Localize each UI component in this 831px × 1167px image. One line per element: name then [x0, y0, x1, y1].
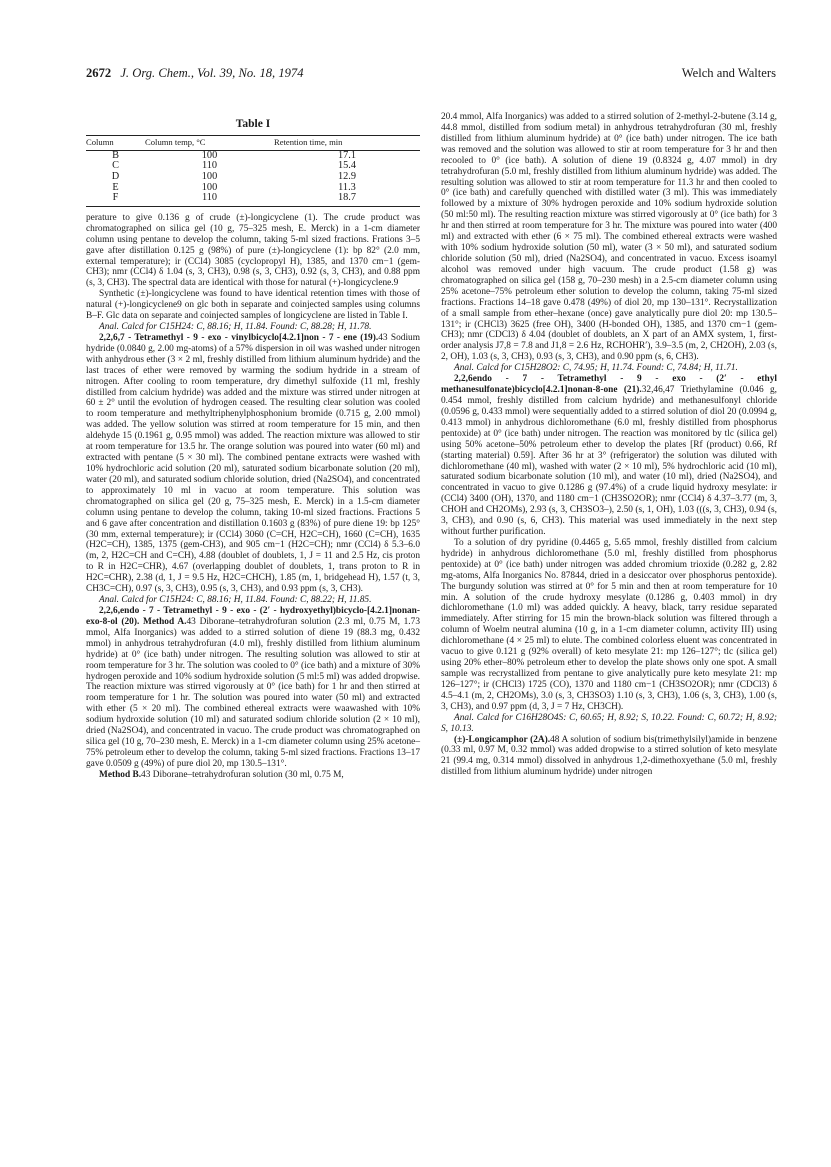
table-cell: 12.9 [337, 171, 356, 183]
table-cell: C [112, 160, 119, 172]
table-cell: 100 [201, 149, 218, 161]
paragraph-body: 43 Diborane–tetrahydrofuran solution (2.3 ml, 0.75 M, 1.73 mmol, Alfa Inorganics) was added to a stirred solution of diene 19 (88.3 mg, 0.432 mmol) in anhydrous tetrahydrofuran (4.0 ml), freshly distilled from lithium aluminum hydride) at 0° (ice bath) under nitrogen. The resulting solution was allowed to stir at room temperature for 3 hr. The solution was cooled to 0° (ice bath) and a mixture of 30% hydrogen peroxide and 10% sodium hydroxide solution (5 ml:5 ml) was added dropwise. The reaction mixture was stirred vigorously at 0° (ice bath) for 1 hr and then stirred at room temperature for 1 hr. The solution was poured into water (50 ml) and extracted with ether (5 × 20 ml). The combined ethereal extracts were waawashed with 10% sodium hydroxide solution (10 ml) and saturated sodium chloride solution (2 × 10 ml), dried (Na2SO4), and concentrated in vacuo. The crude product was chromatographed on silica gel (10 g, 70–230 mesh, E. Merck) in a 1-cm diameter column using 25% acetone–75% petroleum ether to develop the column, taking 5-ml sized fractions. Fractions 13–17 gave 0.0509 g (49%) of pure diol 20, mp 130.5–131°. [86, 616, 420, 769]
paragraph-body: 43 Sodium hydride (0.0840 g, 2.00 mg-atoms) of a 57% dispersion in oil was washed under nitrogen with anhydrous ether (3 × 2 ml, freshly distilled from lithium aluminum hydride) and the last traces of ether were removed by warming the sodium hydride in a stream of nitrogen. After cooling to room temperature, dry dimethyl sulfoxide (11 ml, freshly distilled from calcium hydride) was added and the mixture was stirred under nitrogen at 60 ± 2° until the evolution of hydrogen ceased. The resulting clear solution was cooled to room temperature and methyltriphenylphosphonium bromide (0.715 g, 2.00 mmol) was added. The yellow solution was stirred at room temperature for 15 min, and then aldehyde 15 (0.1961 g, 0.95 mmol) was added. The reaction mixture was allowed to stir at room temperature for 13.5 hr. The orange solution was poured into water (60 ml) and extracted with pentane (5 × 30 ml). The combined pentane extracts were washed with 10% hydrochloric acid solution (20 ml), saturated sodium bicarbonate solution (20 ml), water (20 ml), and saturated sodium chloride solution, dried (Na2SO4), and concentrated to approximately 10 ml in vacuo at room temperature. This solution was chromatographed on silica gel (20 g, 75–325 mesh, E. Merck) in a 1.5-cm diameter column using pentane to develop the column, taking 10-ml sized fractions. Fractions 5 and 6 gave after concentration and distillation 0.1603 g (83%) of pure diene 19: bp 125° (30 mm, external temperature); ir (CCl4) 3060 (C=CH, H2C=CH), 1660 (C=CH), 1635 (H2C=CH), 1385, 1375 (gem-CH3), and 905 cm−1 (H2C=CH); nmr (CCl4) δ 5.3–6.0 (m, 2, H2C=CH and C=CH), 4.88 (doublet of doublets, 1, J = 11 and 2.5 Hz, cis proton to R in H2C=CHR), 4.67 (overlapping doublet of doublets, 1, trans proton to R in H2C=CHR), 2.38 (d, 1, J = 9.5 Hz, H2C=CHCH), 1.85 (m, 1, bridgehead H), 1.57 (t, 3, CH3C=CH), 0.97 (s, 3, CH3), 0.95 (s, 3, CH3), and 0.93 ppm (s, 3, CH3). [86, 332, 420, 595]
procedure-paragraph [441, 374, 777, 538]
table-row [86, 161, 420, 172]
table-cell: 18.7 [274, 193, 420, 206]
paragraph-body: 48 A solution of sodium bis(trimethylsilyl)amide in benzene (0.33 ml, 0.97 M, 0.32 mmol) was added dropwise to a stirred solution of keto mesylate 21 (99.4 mg, 0.314 mmol) dissolved in anhydrous 1,2-dimethoxyethane (5.0 ml, freshly distilled from lithium aluminum hydride) under nitrogen [441, 734, 777, 778]
procedure-paragraph [86, 606, 420, 770]
analysis-paragraph: Anal. Calcd for C15H28O2: C, 74.95; H, 11.74. Found: C, 74.84; H, 11.71. [454, 363, 738, 374]
paragraph: To a solution of dry pyridine (0.4465 g, 5.65 mmol, freshly distilled from calcium hydride) in anhydrous dichloromethane (5.0 ml, freshly distilled from phosphorus pentoxide) at 0° (ice bath) under nitrogen was added chromium trioxide (0.282 g, 2.82 mg-atoms, Alfa Inorganics No. 87844, dried in a desiccator over phosphorus pentoxide). The burgundy solution was stirred at 0° for 5 min and then at room temperature for 10 min. A solution of the crude hydroxy mesylate (0.1286 g, 0.403 mmol) in dry dichloromethane (1.0 ml) was added quickly. A heavy, black, tarry residue separated immediately. After stirring for 15 min the brown-black solution was filtered through a column of Woelm neutral alumina (10 g, in a 1-cm diameter column, activity III) using dichloromethane (4 × 25 ml) to elute. The combined colorless eluent was concentrated in vacuo to give 0.121 g (92% overall) of keto mesylate 21: mp 126–127°; tlc (silica gel) using 20% ether–80% petroleum ether to develop the plate shows only one spot. A small sample was recrystallized from pentane to give analytically pure keto mesylate 21: mp 126–127°; ir (CHCl3) 1725 (CO), 1370 and 1180 cm−1 (CH3SO2OR); nmr (CDCl3) δ 4.5–4.1 (m, 2, CH2OMs), 3.0 (s, 3, CH3SO3) 1.10 (s, 3, CH3), 1.06 (s, 3, CH3), 1.00 (s, 3, CH3), and 0.97 ppm (d, 3, J = 7 Hz, CH3CH). [441, 537, 777, 712]
table-header-row [86, 135, 420, 150]
right-column [441, 112, 777, 778]
method-heading: Method B. [99, 769, 142, 780]
table-cell: 100 [201, 171, 218, 183]
procedure-paragraph [86, 333, 420, 595]
header-authors: Welch and Walters [681, 66, 776, 80]
table-cell: 100 [201, 181, 218, 193]
table-cell: 15.4 [337, 160, 356, 172]
table-header-cell: Column [86, 135, 145, 150]
table-1 [86, 135, 420, 207]
procedure-paragraph [441, 735, 777, 779]
analysis-paragraph: Anal. Calcd for C15H24: C, 88.16; H, 11.84. Found: C, 88.22; H, 11.85. [99, 595, 372, 606]
page-number: 2672 [86, 66, 112, 80]
page-header [86, 66, 776, 86]
table-cell: 11.3 [338, 181, 356, 193]
header-left [86, 66, 304, 81]
paragraph: Synthetic (±)-longicyclene was found to have identical retention times with those of natural (+)-longicyclene9 on glc both in separate and coinjected samples using columns B–F. Glc data on separate and coinjected samples of longicyclene are listed in Table I. [86, 289, 420, 322]
table-header-cell: Column temp, °C [145, 135, 274, 150]
table-cell: E [112, 181, 119, 193]
paragraph: 20.4 mmol, Alfa Inorganics) was added to a stirred solution of 2-methyl-2-butene (3.14 g, 44.8 mmol, distilled from sodium metal) in anhydrous tetrahydrofuran (30 ml, freshly distilled from lithium aluminum hydride) at 0° (ice bath) under nitrogen. The ice bath was removed and the solution was allowed to stir at room temperature for 3 hr and then recooled to 0° (ice bath). A solution of diene 19 (0.8324 g, 4.07 mmol) in dry tetrahydrofuran (5.0 ml, freshly distilled from lithium aluminum hydride) was added. The resulting solution was allowed to stir at room temperature for 11.3 hr and then cooled to 0° (ice bath) and carefully quenched with distilled water (3 ml). This was immediately followed by a mixture of 30% hydrogen peroxide and 10% sodium hydroxide solution (50 ml:50 ml). The resulting reaction mixture was stirred vigorously at 0° (ice bath) for 3 hr and then stirred at room temperature for 3 hr. The mixture was poured into water (400 ml) and extracted with ether (6 × 75 ml). The combined ethereal extracts were washed with 10% sodium hydroxide solution (50 ml), water (3 × 50 ml), and saturated sodium chloride solution (50 ml), dried (Na2SO4), and concentrated in vacuo. Excess isoamyl alcohol was removed under high vacuum. The crude product (1.58 g) was chromatographed on silica gel (158 g, 70–230 mesh) in a 2.5-cm diameter column using 25% acetone–75% petroleum ether solution to develop the column, taking 75-ml sized fractions. Fractions 14–18 gave 0.478 (49%) of diol 20, mp 130–131°. Recrystallization of a small sample from ether–hexane (once) gave analytically pure diol 20: mp 130.5–131°; ir (CHCl3) 3625 (free OH), 3400 (H-bonded OH), 1385, and 1370 cm−1 (gem-CH3); nmr (CDCl3) δ 4.04 (doublet of doublets, an X part of an AMX system, 1, first-order analysis J7,8 = 7.8 and J1,8 = 2.6 Hz, RCHOHR′), 3.9–3.5 (m, 2, CH2OH), 2.03 (s, 2, OH), 1.03 (s, 3, CH3), 0.93 (s, 3, CH3), and 0.90 ppm (s, 6, CH3). [441, 112, 777, 363]
journal-citation: J. Org. Chem., Vol. 39, No. 18, 1974 [120, 66, 304, 80]
table-cell: 110 [201, 160, 218, 172]
table-header-cell: Retention time, min [274, 135, 420, 150]
table-row [86, 172, 420, 183]
table-row [86, 183, 420, 194]
table-row [86, 150, 420, 161]
compound-heading: (±)-Longicamphor (2A). [454, 734, 551, 745]
analysis-paragraph: Anal. Calcd for C15H24: C, 88.16; H, 11.84. Found: C, 88.28; H, 11.78. [99, 322, 372, 333]
paragraph-body: 32,46,47 Triethylamine (0.046 g, 0.454 mmol, freshly distilled from calcium hydride) and methanesulfonyl chloride (0.0596 g, 0.433 mmol) were sequentially added to a stirred solution of diol 20 (0.0994 g, 0.413 mmol) in anhydrous dichloromethane (6.0 ml, freshly distilled from phosphorus pentoxide) at 0° (ice bath) under nitrogen. The reaction was monitored by tlc (silica gel) using 50% acetone–50% petroleum ether to develop the plates [Rf (product) 0.66, Rf (starting material) 0.59]. After 36 hr at 3° (refrigerator) the solution was diluted with dichloromethane (40 ml), washed with water (2 × 10 ml), 5% hydrochloric acid (10 ml), saturated sodium bicarbonate solution (10 ml), and water (10 ml), dried (Na2SO4), and concentrated in vacuo to give 0.1286 g (97.4%) of a crude liquid hydroxy mesylate: ir (CCl4) 3400 (OH), 1370, and 1180 cm−1 (CH3SO2OR); nmr (CCl4) δ 4.37–3.77 (m, 3, CHOH and CH2OMs), 2.93 (s, 3, CH3SO3–), 2.50 (s, 1, OH), 1.03 (((s, 3, CH3), 0.94 (s, 3, CH3), and 0.90 (s, 6, CH3). This material was used immediately in the next step without further purification. [441, 385, 777, 538]
compound-heading: 2,2,6endo - 7 - Tetramethyl - 9 - exo - (2′ - ethyl methanesulfonate)bicyclo[4.2.1]nonan-8-one (21). [441, 374, 777, 396]
analysis-paragraph: Anal. Calcd for C16H28O4S: C, 60.65; H, 8.92; S, 10.22. Found: C, 60.72; H, 8.92; S, 10.13. [441, 712, 777, 734]
table-row [86, 193, 420, 206]
table-cell: 110 [145, 193, 274, 206]
compound-heading: 2,2,6,7 - Tetramethyl - 9 - exo - vinylbicyclo[4.2.1]non - 7 - ene (19). [99, 332, 379, 343]
table-title: Table I [235, 118, 271, 130]
table-cell: B [112, 149, 119, 161]
table-cell: 17.1 [337, 149, 356, 161]
procedure-paragraph [86, 770, 420, 781]
compound-heading: 2,2,6,endo - 7 - Tetramethyl - 9 - exo - (2′ - hydroxyethyl)bicyclo-[4.2.1]nonan-exo-8-ol (20). Method A. [86, 606, 420, 627]
table-cell: F [86, 193, 145, 206]
paragraph-body: 43 Diborane–tetrahydrofuran solution (30 ml, 0.75 M, [141, 769, 344, 780]
table-cell: D [111, 171, 120, 183]
left-column [86, 112, 420, 781]
paragraph: perature to give 0.136 g of crude (±)-longicyclene (1). The crude product was chromatographed on silica gel (10 g, 75–325 mesh, E. Merck) in a 1-cm diameter column using pentane to develop the column, taking 5-ml sized fractions. Frations 3–5 gave after distillation 0.125 g (98%) of pure (±)-longicyclene (1): bp 82° (2.0 mm, external temperature); ir (CCl4) 3085 (cyclopropyl H), 1385, and 1370 cm−1 (gem-CH3); nmr (CCl4) δ 1.04 (s, 3, CH3), 0.98 (s, 3, CH3), 0.92 (s, 3, CH3), and 0.88 ppm (s, 3, CH3). The spectral data are identical with those for natural (+)-longicyclene.9 [86, 212, 420, 289]
